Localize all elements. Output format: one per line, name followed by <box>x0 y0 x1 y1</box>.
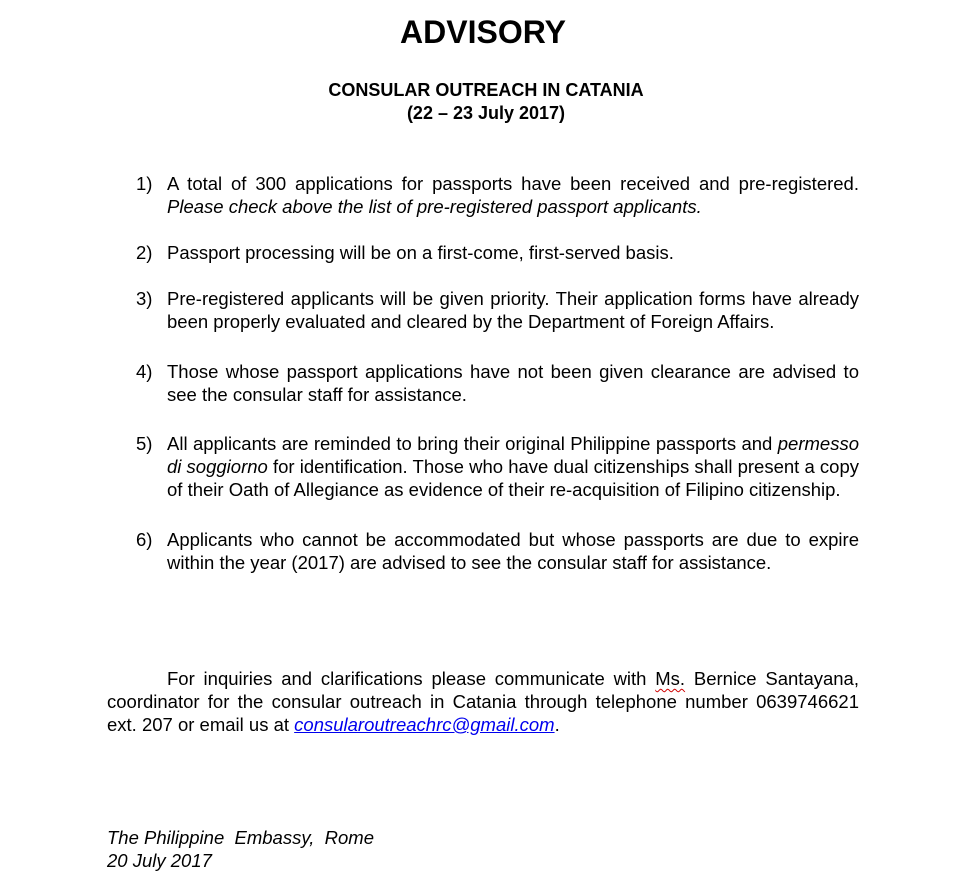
item-italic-text: permesso di soggiorno <box>167 433 859 477</box>
inquiry-text: For inquiries and clarifications please communicate with <box>167 668 656 689</box>
item-italic-text: Please check above the list of pre-registered passport applicants. <box>167 196 702 217</box>
item-text: Passport processing will be on a first-come, first-served basis. <box>167 242 674 263</box>
email-link[interactable]: consularoutreachrc@gmail.com <box>294 714 555 735</box>
item-text-continued: for identification. Those who have dual citizenships shall present a copy of their Oath of Allegiance as evidence of their re-acquisition of Filipino citizenship. <box>167 456 859 500</box>
list-item <box>136 241 859 264</box>
item-number: 2) <box>136 242 153 263</box>
item-text: Applicants who cannot be accommodated but whose passports are due to expire within the year (2017) are advised to see the consular staff for assistance. <box>167 529 859 573</box>
spellcheck-marked-word: Ms. <box>655 668 686 689</box>
item-text: All applicants are reminded to bring their original Philippine passports and <box>167 433 778 454</box>
item-text: Those whose passport applications have not been given clearance are advised to see the consular staff for assistance. <box>167 361 859 405</box>
inquiry-end: . <box>554 714 560 735</box>
inquiry-text-continued: Bernice Santayana, coordinator for the consular outreach in Catania through telephone number 0639746621 ext. 207 or email us at <box>107 668 859 735</box>
inquiry-paragraph <box>107 667 859 736</box>
item-number: 1) <box>136 173 153 194</box>
signature-block <box>107 826 374 872</box>
item-number: 6) <box>136 529 153 550</box>
signature-org: The Philippine Embassy, Rome <box>107 827 374 848</box>
list-item <box>136 287 859 333</box>
list-item <box>136 432 859 501</box>
item-text: Pre-registered applicants will be given priority. Their application forms have already been properly evaluated and cleared by the Department of Foreign Affairs. <box>167 288 859 332</box>
list-item <box>136 360 859 406</box>
subtitle-block <box>0 79 966 125</box>
outreach-title: CONSULAR OUTREACH IN CATANIA <box>328 80 644 100</box>
advisory-list <box>136 172 859 574</box>
item-number: 5) <box>136 433 153 454</box>
signature-date: 20 July 2017 <box>107 850 212 871</box>
list-item <box>136 528 859 574</box>
outreach-dates: (22 – 23 July 2017) <box>406 103 566 123</box>
item-text: A total of 300 applications for passports have been received and pre-registered. <box>167 173 859 194</box>
item-number: 4) <box>136 361 153 382</box>
advisory-title: ADVISORY <box>400 14 566 50</box>
list-item <box>136 172 859 218</box>
item-number: 3) <box>136 288 153 309</box>
